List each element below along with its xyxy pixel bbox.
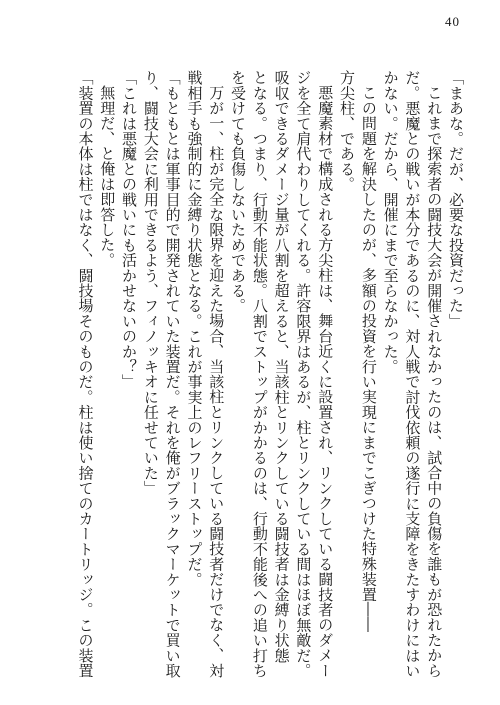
text-line: 「装置の本体は柱ではなく、闘技場そのものだ。柱は使い捨てのカートリッジ。この装置	[76, 70, 95, 678]
text-line: り、闘技大会に利用できるよう、フィノッキオに任せていた」	[141, 70, 160, 496]
text-line: 「これは悪魔との戦いにも活かせないのか？」	[120, 70, 139, 390]
page-number: 40	[445, 14, 460, 29]
text-line: 方尖柱、である。	[338, 70, 357, 192]
text-line: 「まあな。だが、必要な投資だった」	[447, 70, 465, 329]
text-line: 戦相手も強制的に金縛り状態となる。これが事実上のレフリーストップだ。	[185, 70, 204, 587]
text-line: 「もともとは軍事目的で開発されていた装置だ。それを俺がブラックマーケットで買い取	[163, 70, 182, 678]
text-line: 万が一、柱が完全な限界を迎えた場合、当該柱とリンクしている闘技者だけでなく、対	[207, 85, 226, 678]
text-line: を受けても負傷しないためである。	[229, 70, 248, 314]
text-line: ジを全て肩代わりしてくれる。許容限界はあるが、柱とリンクしている間はほぼ無敵だ。	[294, 70, 313, 678]
text-line: かない。だから、開催にまで至らなかった。	[381, 70, 400, 374]
text-line: 悪魔素材で構成される方尖柱は、舞台近くに設置され、リンクしている闘技者のダメー	[316, 85, 335, 678]
text-line: となる。つまり、行動不能状態。八割でストップがかかるのは、行動不能後への追い打ち	[250, 70, 269, 678]
vertical-text-body	[34, 70, 466, 680]
text-line: この問題を解決したのが、多額の投資を行い実現にまでこぎつけた特殊装置――	[359, 85, 378, 633]
text-line: 吸収できるダメージ量が八割を超えると、当該柱とリンクしている闘技者は金縛り状態	[272, 70, 291, 663]
text-line: 無理だ、と俺は即答した。	[98, 85, 117, 268]
text-line: だ。悪魔との戦いが本分であるのに、対人戦で討伐依頼の遂行に支障をきたすわけにはい	[403, 70, 422, 678]
text-line: これまで探索者の闘技大会が開催されなかったのは、試合中の負傷を誰もが恐れたから	[425, 85, 444, 678]
